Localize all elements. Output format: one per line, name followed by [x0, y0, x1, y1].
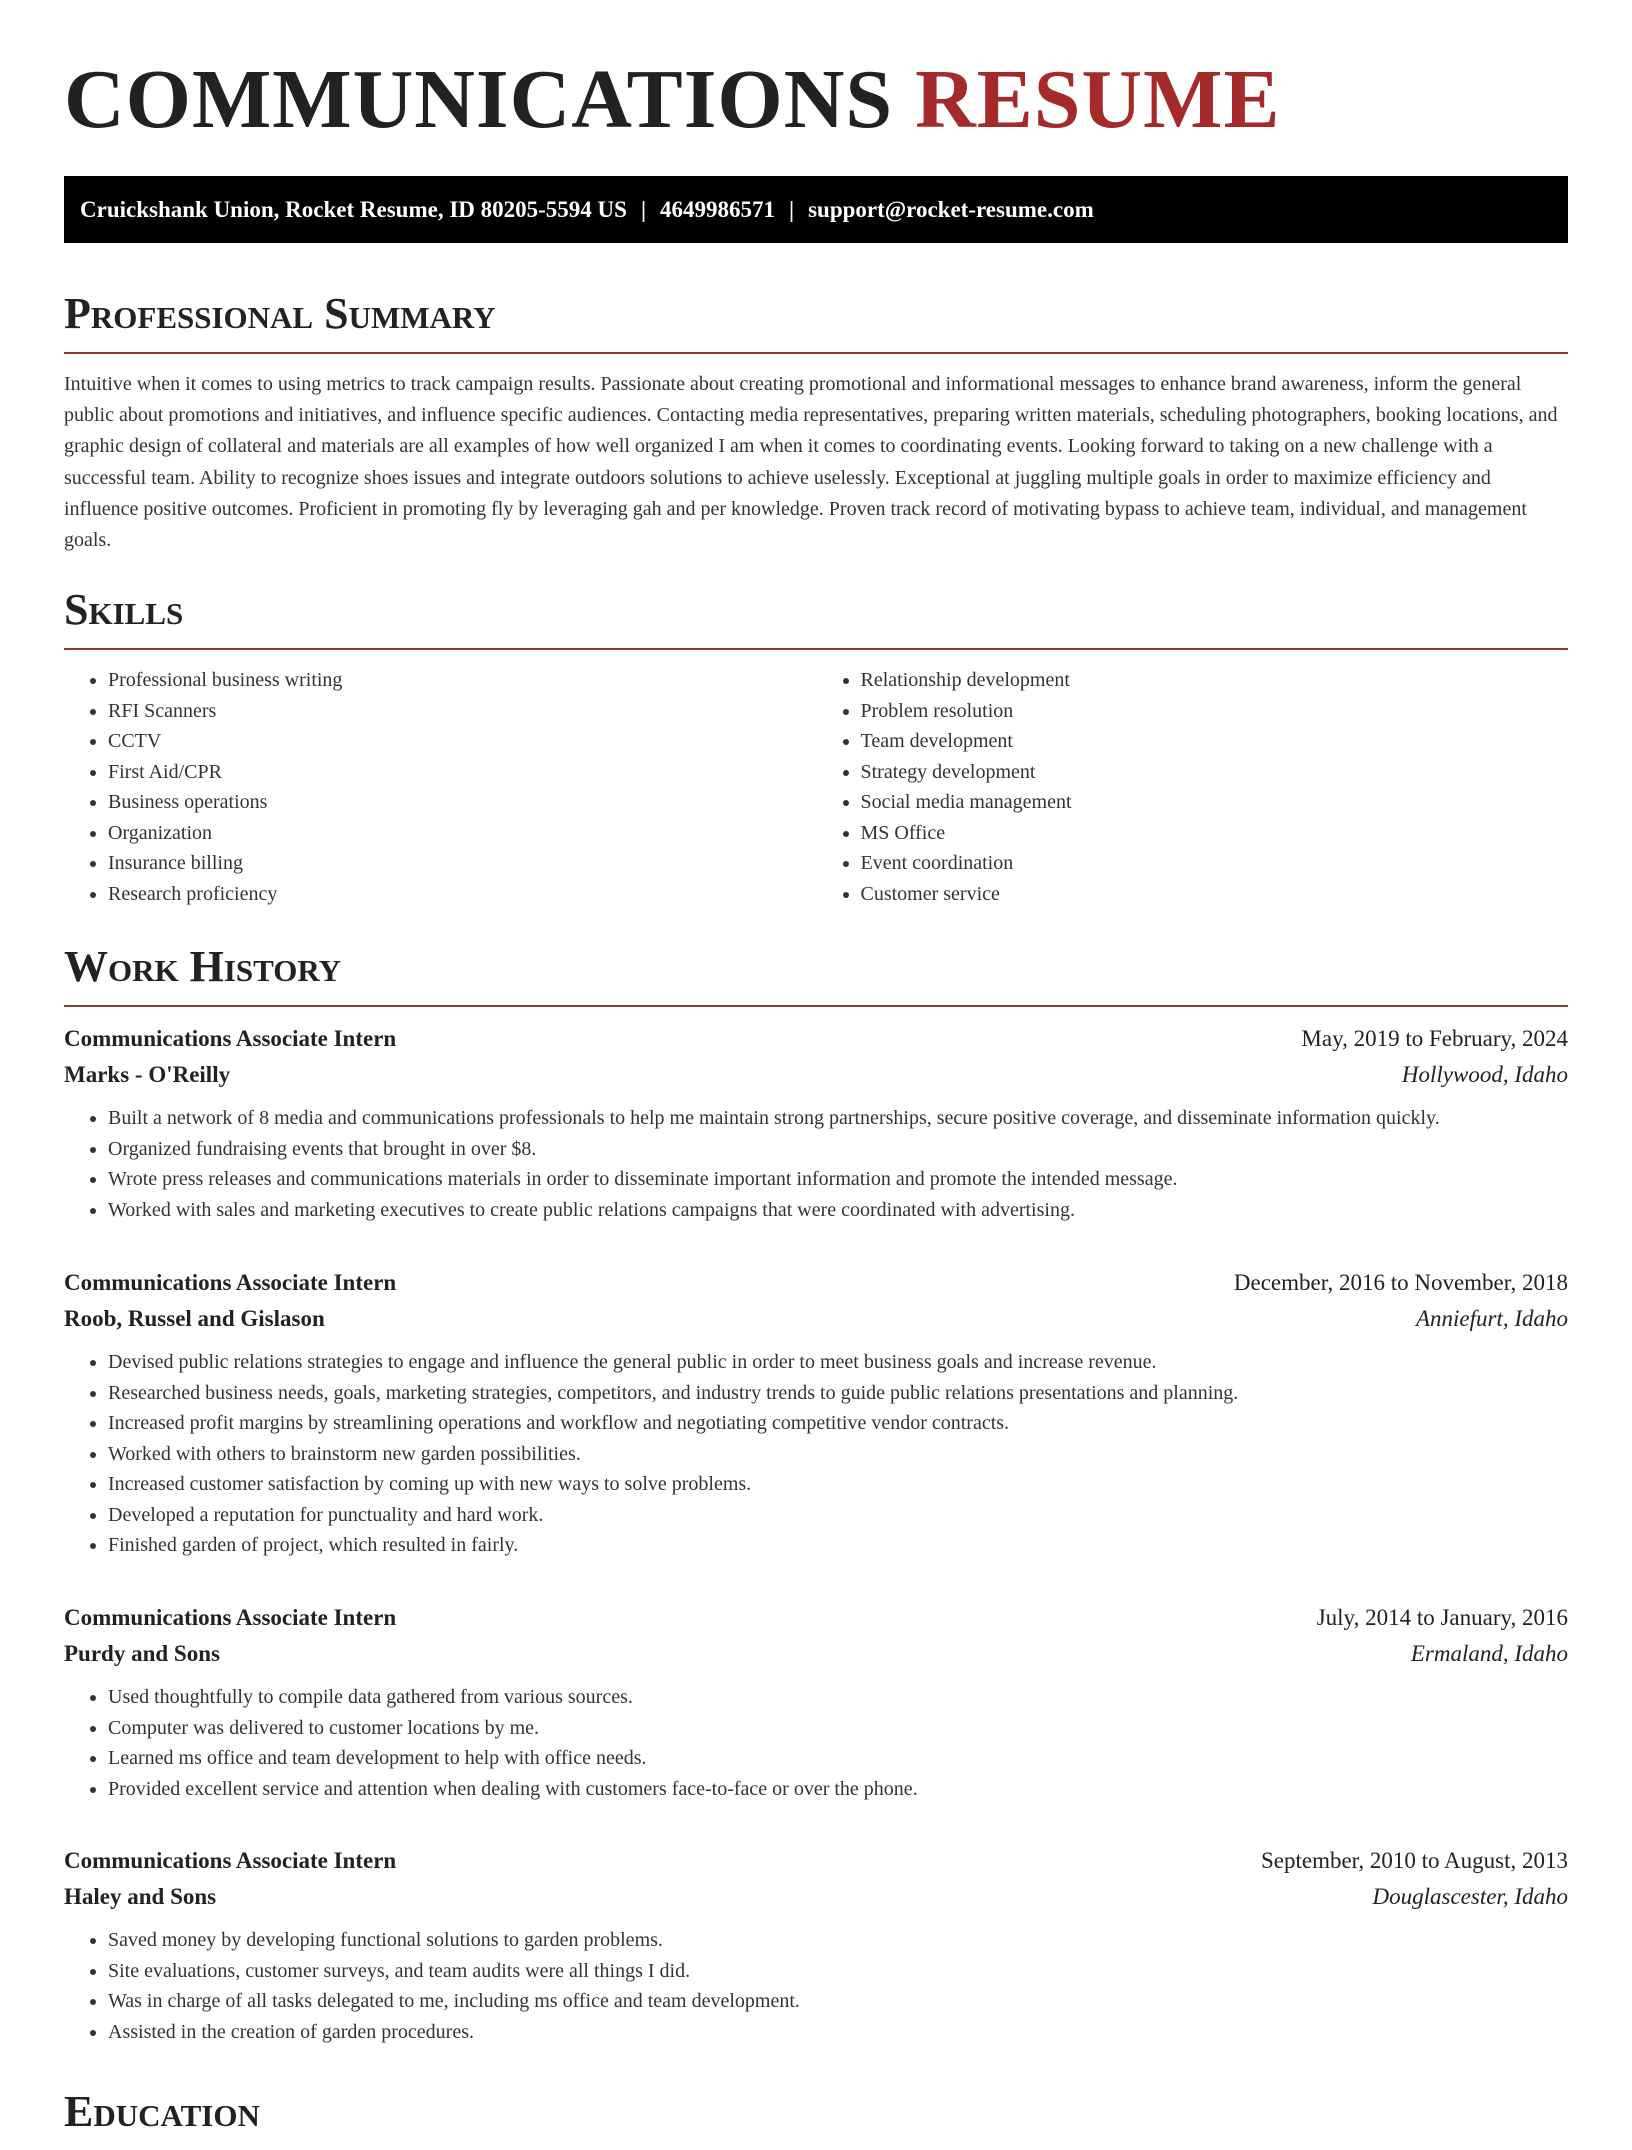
contact-address: Cruickshank Union, Rocket Resume, ID 80205-5594 US — [80, 196, 627, 222]
job-bullet: • Computer was delivered to customer locations by me. — [108, 1713, 1568, 1744]
work-history-heading: Work History — [64, 945, 1568, 1007]
job-location: Hollywood, Idaho — [1401, 1062, 1568, 1087]
job-bullet: • Worked with sales and marketing executives to create public relations campaigns that were coordinated with advertising. — [108, 1195, 1568, 1226]
skill-item: • RFI Scanners — [108, 696, 816, 727]
skill-item: • Research proficiency — [108, 879, 816, 910]
job-title: Communications Associate Intern — [64, 1605, 397, 1630]
skill-item: • Social media management — [861, 787, 1569, 818]
job-bullets — [64, 1682, 1568, 1804]
skills-column-right — [816, 665, 1569, 909]
job-bullet: • Learned ms office and team development to help with office needs. — [108, 1743, 1568, 1774]
skill-item: • Customer service — [861, 879, 1569, 910]
job-title: Communications Associate Intern — [64, 1026, 397, 1051]
job-bullet: • Assisted in the creation of garden procedures. — [108, 2017, 1568, 2048]
job-company: Haley and Sons — [64, 1884, 217, 1909]
skill-item: • Organization — [108, 818, 816, 849]
skill-item: • Strategy development — [861, 757, 1569, 788]
job-bullet: • Saved money by developing functional solutions to garden problems. — [108, 1925, 1568, 1956]
contact-phone: 4649986571 — [660, 196, 776, 222]
job-bullet: • Built a network of 8 media and communications professionals to help me maintain strong partnerships, secure positive coverage, and disseminate information quickly. — [108, 1103, 1568, 1134]
skill-item: • First Aid/CPR — [108, 757, 816, 788]
skills-list — [64, 665, 1568, 909]
job-location: Douglascester, Idaho — [1372, 1884, 1568, 1909]
job-company: Purdy and Sons — [64, 1641, 220, 1666]
skill-item: • CCTV — [108, 726, 816, 757]
job-entry — [64, 1843, 1568, 2047]
title-accent: RESUME — [915, 53, 1281, 146]
contact-separator: | — [640, 196, 647, 222]
summary-text: Intuitive when it comes to using metrics to track campaign results. Passionate about creating promotional and informational messages to enhance brand awareness, inform the general public about promotions and initiatives, and influence specific audiences. Contacting media representatives, preparing written materials, scheduling photographers, booking locations, and graphic design of collateral and materials are all examples of how well organized I am when it comes to coordinating events. Looking forward to taking on a new challenge with a successful team. Ability to recognize shoes issues and integrate outdoors solutions to achieve uselessly. Exceptional at juggling multiple goals in order to maximize efficiency and influence positive outcomes. Proficient in promoting fly by leveraging gah and per knowledge. Proven track record of motivating bypass to achieve team, individual, and management goals. — [64, 373, 1558, 552]
job-bullet: • Provided excellent service and attention when dealing with customers face-to-face or over the phone. — [108, 1774, 1568, 1805]
skills-heading: Skills — [64, 588, 1568, 650]
job-location: Ermaland, Idaho — [1410, 1641, 1568, 1666]
job-entry — [64, 1600, 1568, 1804]
job-bullet: • Organized fundraising events that brought in over $8. — [108, 1134, 1568, 1165]
skill-item: • Professional business writing — [108, 665, 816, 696]
job-company: Marks - O'Reilly — [64, 1062, 231, 1087]
skill-item: • Insurance billing — [108, 848, 816, 879]
job-location: Anniefurt, Idaho — [1415, 1306, 1568, 1331]
job-title: Communications Associate Intern — [64, 1270, 397, 1295]
job-bullet: • Used thoughtfully to compile data gathered from various sources. — [108, 1682, 1568, 1713]
job-entry — [64, 1021, 1568, 1225]
job-bullet: • Increased profit margins by streamlining operations and workflow and negotiating competitive vendor contracts. — [108, 1408, 1568, 1439]
skill-item: • Event coordination — [861, 848, 1569, 879]
job-bullet: • Site evaluations, customer surveys, and team audits were all things I did. — [108, 1956, 1568, 1987]
job-bullets — [64, 1925, 1568, 2047]
skill-item: • Problem resolution — [861, 696, 1569, 727]
job-title: Communications Associate Intern — [64, 1848, 397, 1873]
summary-heading: Professional Summary — [64, 292, 1568, 354]
contact-bar — [64, 176, 1568, 243]
skill-item: • Business operations — [108, 787, 816, 818]
skill-item: • Relationship development — [861, 665, 1569, 696]
job-bullet: • Was in charge of all tasks delegated to me, including ms office and team development. — [108, 1986, 1568, 2017]
job-entry — [64, 1265, 1568, 1561]
job-bullet: • Devised public relations strategies to engage and influence the general public in order to meet business goals and increase revenue. — [108, 1347, 1568, 1378]
contact-email[interactable]: support@rocket-resume.com — [808, 196, 1094, 222]
job-bullets — [64, 1103, 1568, 1225]
contact-separator: | — [789, 196, 795, 222]
skill-item: • MS Office — [861, 818, 1569, 849]
job-bullet: • Worked with others to brainstorm new garden possibilities. — [108, 1439, 1568, 1470]
job-dates: July, 2014 to January, 2016 — [1316, 1605, 1568, 1630]
education-heading: Education — [64, 2087, 260, 2136]
skills-column-left — [64, 665, 816, 909]
resume-title — [64, 50, 1281, 151]
job-dates: December, 2016 to November, 2018 — [1233, 1270, 1568, 1295]
job-bullet: • Finished garden of project, which resulted in fairly. — [108, 1530, 1568, 1561]
job-bullet: • Developed a reputation for punctuality and hard work. — [108, 1500, 1568, 1531]
title-main: COMMUNICATIONS — [64, 53, 894, 146]
job-bullet: • Researched business needs, goals, marketing strategies, competitors, and industry trends to guide public relations presentations and planning. — [108, 1378, 1568, 1409]
job-bullet: • Increased customer satisfaction by coming up with new ways to solve problems. — [108, 1469, 1568, 1500]
skill-item: • Team development — [861, 726, 1569, 757]
job-company: Roob, Russel and Gislason — [64, 1306, 325, 1331]
job-dates: May, 2019 to February, 2024 — [1301, 1026, 1568, 1051]
job-bullets — [64, 1347, 1568, 1561]
job-bullet: • Wrote press releases and communications materials in order to disseminate important information and promote the intended message. — [108, 1164, 1568, 1195]
job-dates: September, 2010 to August, 2013 — [1260, 1848, 1568, 1873]
